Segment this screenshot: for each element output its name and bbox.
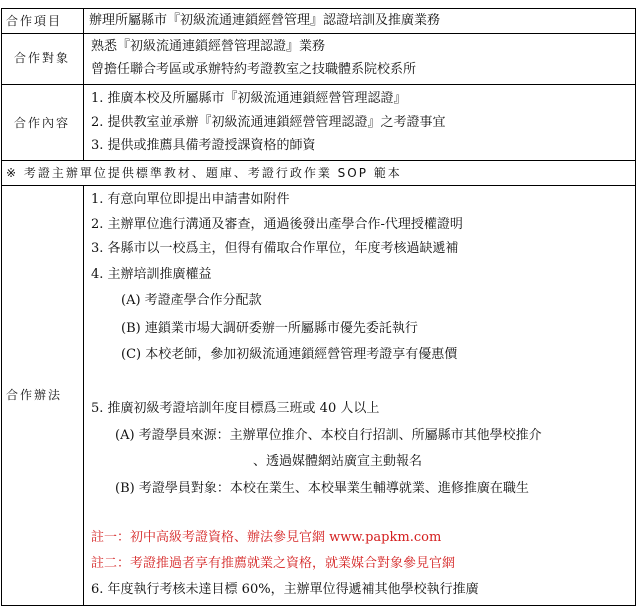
method-item-4: 4. 主辦培訓推廣權益 <box>91 267 212 282</box>
border-label-divider-lower <box>83 185 84 606</box>
method-item-5-a-cont: 、透過媒體網站廣宣主動報名 <box>253 454 423 469</box>
border-row2-bottom <box>1 84 636 85</box>
label-target: 合作對象 <box>14 51 71 65</box>
label-project: 合作項目 <box>6 14 63 28</box>
border-right <box>635 8 636 606</box>
method-item-1: 1. 有意向單位即提出申請書如附件 <box>91 192 290 207</box>
method-item-5-a: (A) 考證學員來源：主辦單位推介、本校自行招訓、所屬縣市其他學校推介 <box>115 428 542 443</box>
method-item-3: 3. 各縣市以一校爲主，但得有備取合作單位，年度考核過缺遞補 <box>91 241 459 256</box>
note-2: 註二：考證推過者享有推薦就業之資格，就業媒合對象參見官網 <box>91 556 456 571</box>
method-item-5: 5. 推廣初級考證培訓年度目標爲三班或 40 人以上 <box>91 401 380 416</box>
method-sub-c: (C) 本校老師，參加初級流通連鎖經營管理考證享有優惠價 <box>121 347 458 362</box>
border-left <box>1 8 2 606</box>
label-content: 合作內容 <box>14 116 71 130</box>
border-label-divider-upper <box>83 8 84 161</box>
note-1: 註一：初中高級考證資格、辦法參見官網 www.papkm.com <box>91 530 442 545</box>
border-banner-bottom <box>1 185 636 186</box>
border-row1-bottom <box>1 33 636 34</box>
border-bottom <box>1 605 636 606</box>
target-line-1: 熟悉『初級流通連鎖經營管理認證』業務 <box>91 39 326 54</box>
content-line-2: 2. 提供教室並承辦『初級流通連鎖經營管理認證』之考證事宜 <box>91 115 446 130</box>
target-line-2: 曾擔任聯合考區或承辦特約考證教室之技職體系院校系所 <box>91 62 417 77</box>
border-top <box>1 8 636 9</box>
method-item-6: 6. 年度執行考核未達目標 60%，主辦單位得遞補其他學校執行推廣 <box>91 582 479 597</box>
method-item-2: 2. 主辦單位進行溝通及審查，通過後發出產學合作-代理授權證明 <box>91 217 463 232</box>
banner-note: ※ 考證主辦單位提供標準教材、題庫、考證行政作業 SOP 範本 <box>6 166 402 180</box>
content-line-3: 3. 提供或推薦具備考證授課資格的師資 <box>91 138 316 153</box>
method-sub-b: (B) 連鎖業市場大調研委辦一所屬縣市優先委託執行 <box>121 321 418 336</box>
label-method: 合作辦法 <box>6 388 63 402</box>
method-sub-a: (A) 考證產學合作分配款 <box>121 293 262 308</box>
border-row3-bottom <box>1 160 636 161</box>
content-line-1: 1. 推廣本校及所屬縣市『初級流通連鎖經營管理認證』 <box>91 91 407 106</box>
project-text: 辦理所屬縣市『初級流通連鎖經營管理』認證培訓及推廣業務 <box>89 13 441 28</box>
method-item-5-b: (B) 考證學員對象：本校在業生、本校畢業生輔導就業、進修推廣在職生 <box>115 481 529 496</box>
